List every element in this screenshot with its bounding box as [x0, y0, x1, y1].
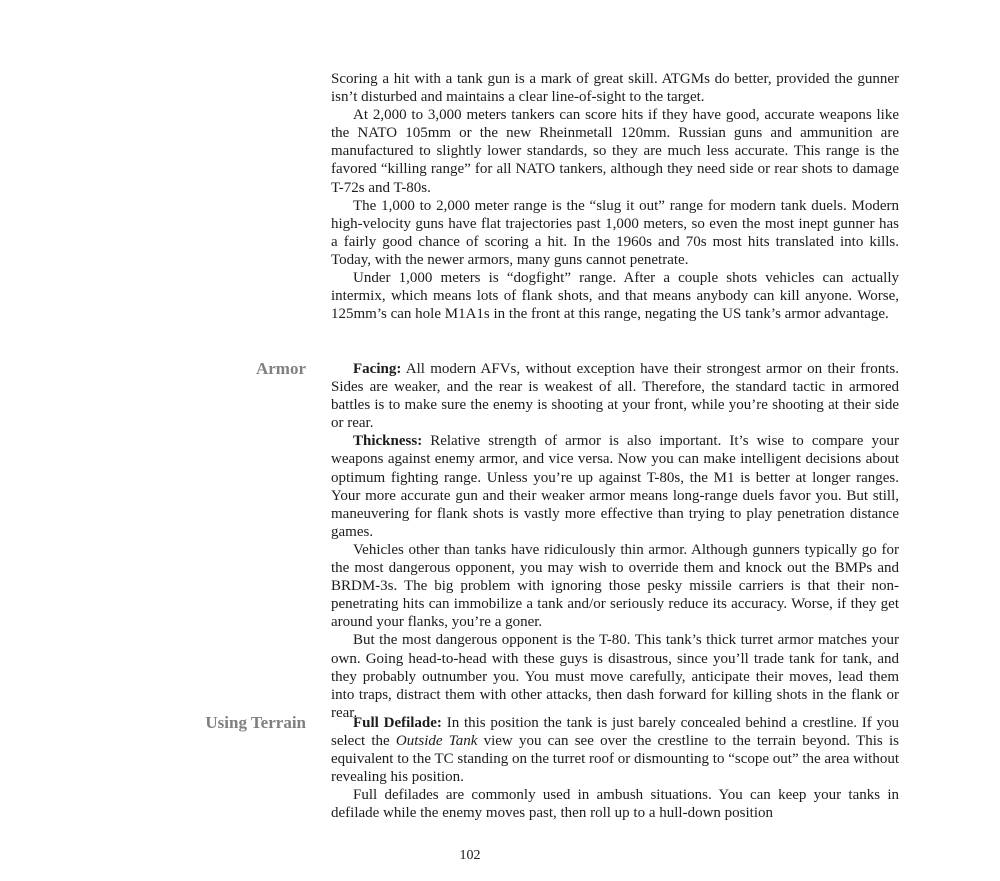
body-paragraph: Scoring a hit with a tank gun is a mark of great skill. ATGMs do better, provided the gunner isn’t disturbed and maintains a clear line-of-sight to the target.	[331, 71, 899, 106]
defilade-paragraph	[331, 714, 899, 786]
body-paragraph: But the most dangerous opponent is the T-80. This tank’s thick turret armor matches your own. Going head-to-head with these guys is disastrous, since you’ll trade tank for tank, and they probably outnumber you. You must move carefully, anticipate their moves, lead them into traps, distract them with other attacks, then dash forward for killing shots in the flank or rear.	[331, 632, 899, 721]
armor-section	[331, 360, 899, 722]
thickness-label: Thickness:	[353, 433, 423, 450]
defilade-text-cont: view you can see over the crestline to the terrain beyond. This is equivalent to the TC standing on the turret roof or dismounting to “scope out” the area without revealing his position.	[331, 733, 899, 786]
section-heading-armor: Armor	[255, 359, 306, 378]
defilade-label: Full Defilade:	[353, 715, 442, 731]
terrain-section	[331, 714, 899, 823]
body-paragraph: Full defilades are commonly used in ambush situations. You can keep your tanks in defilade while the enemy moves past, then roll up to a hull-down position	[331, 787, 899, 822]
defilade-text: In this position the tank is just barely concealed behind a crestline. If you select the	[331, 715, 900, 750]
facing-text: All modern AFVs, without exception have their strongest armor on their fronts. Sides are weaker, and the rear is weakest of all. Therefore, the standard tactic in armored battles is to make sure the enemy is shooting at your front, while you’re shooting at their side or rear.	[331, 361, 899, 432]
intro-section	[331, 70, 899, 323]
body-paragraph: Vehicles other than tanks have ridiculously thin armor. Although gunners typically go for the most dangerous opponent, you may wish to override them and knock out the BMPs and BRDM-3s. The big problem with ignoring those pesky missile carriers is that their non-penetrating hits can immobilize a tank and/or seriously reduce its accuracy. Worse, if they get around your flanks, you’re a goner.	[331, 541, 899, 631]
section-heading-using-terrain: Using Terrain	[205, 713, 306, 732]
outside-tank-term: Outside Tank	[395, 733, 478, 750]
facing-label: Facing:	[353, 361, 402, 377]
body-paragraph: The 1,000 to 2,000 meter range is the “slug it out” range for modern tank duels. Modern high-velocity guns have flat trajectories past 1,000 meters, so even the most inept gunner has a fairly good chance of scoring a hit. In the 1960s and 70s most hits translated into kills. Today, with the newer armors, many guns cannot penetrate.	[331, 197, 899, 268]
thickness-paragraph	[331, 432, 899, 541]
page-number: 102	[459, 848, 481, 863]
facing-paragraph	[331, 360, 899, 432]
body-paragraph: Under 1,000 meters is “dogfight” range. After a couple shots vehicles can actually intermix, which means lots of flank shots, and that means anybody can kill anyone. Worse, 125mm’s can hole M1A1s in the front at this range, negating the US tank’s armor advantage.	[331, 270, 899, 323]
body-paragraph: At 2,000 to 3,000 meters tankers can score hits if they have good, accurate weapons like the NATO 105mm or the new Rheinmetall 120mm. Russian guns and ammunition are manufactured to slightly lower standards, so they are much less accurate. This range is the favored “killing range” for all NATO tankers, although they need side or rear shots to damage T-72s and T-80s.	[331, 107, 899, 196]
thickness-text: Relative strength of armor is also important. It’s wise to compare your weapons against enemy armor, and vice versa. Now you can make intelligent decisions about optimum fighting range. Unless you’re up against T-80s, the M1 is better at longer ranges. Your more accurate gun and their weaker armor means long-range duels favor you. But still, maneuvering for flank shots is vastly more effective than trying to play penetration distance games.	[331, 433, 899, 540]
